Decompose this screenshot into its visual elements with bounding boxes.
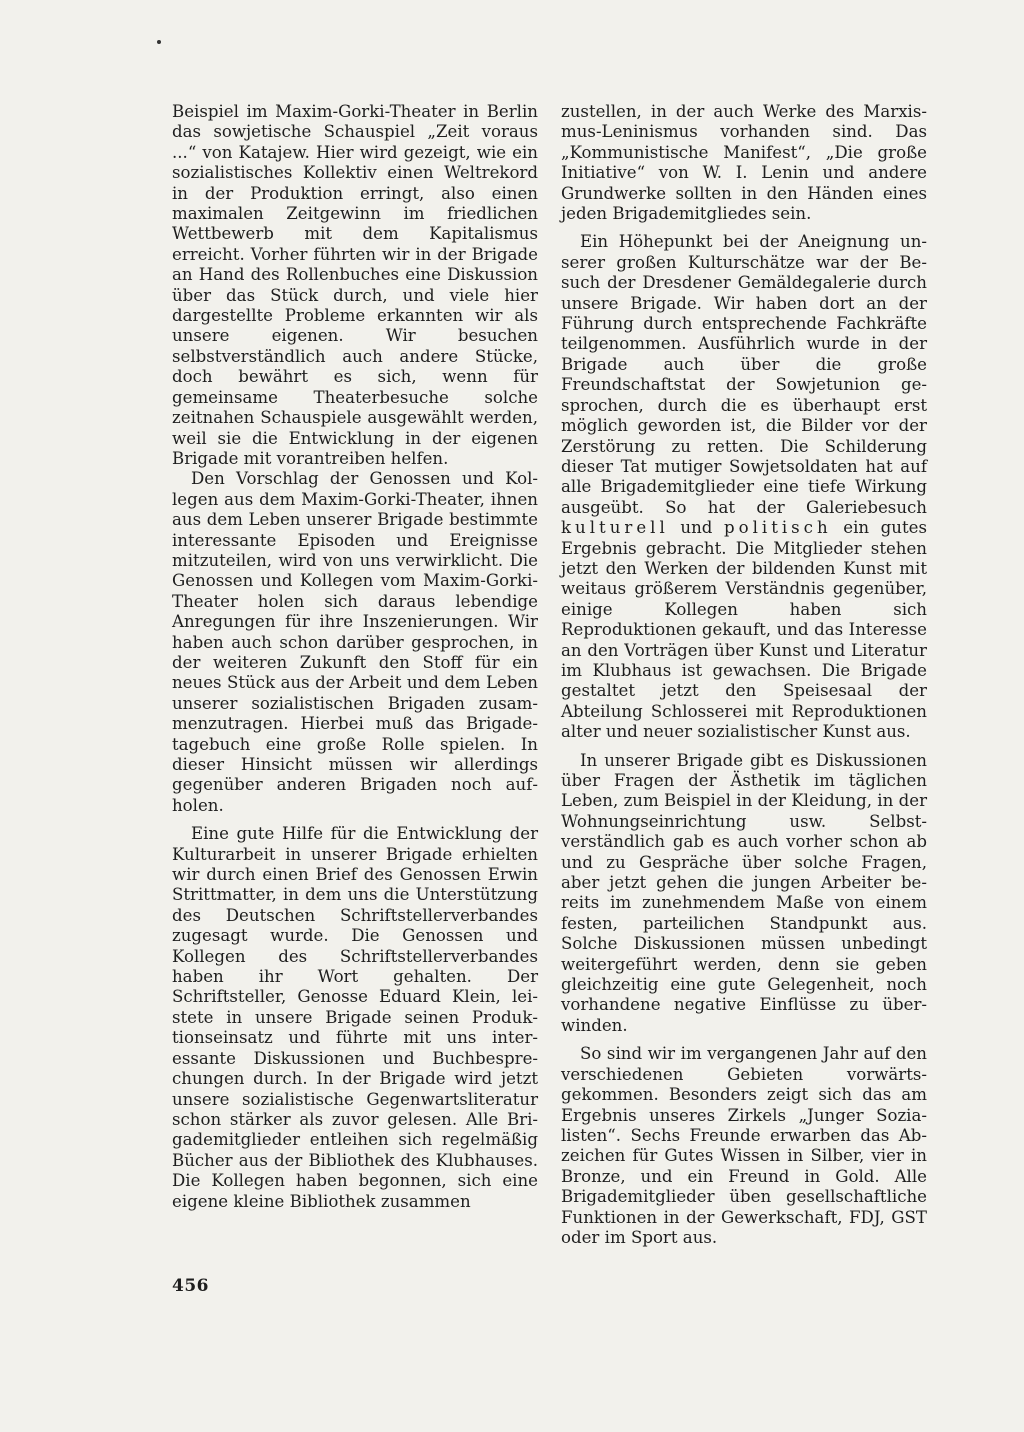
paragraph-marxist-library: zustellen, in der auch Werke des Marxismus-Leninismus vorhanden sind. Das „Kommunistische Manifest“, „Die große Initiative“ von W. I. Lenin und andere Grundwerke sollten in den Händen eines jeden Brigademitgliedes sein. xyxy=(561,102,927,224)
paragraph-dresden-gallery xyxy=(561,232,927,742)
print-speck-mark xyxy=(157,40,161,44)
paragraph-theater-proposal: Den Vorschlag der Genossen und Kollegen aus dem Maxim-Gorki-Theater, ihnen aus dem Leben unserer Brigade bestimmte interessante Episoden und Ereignisse mitzuteilen, wird von uns verwirklicht. Die Genossen und Kollegen vom Maxim-Gorki-Theater holen sich daraus lebendige Anregungen für ihre Inszenierungen. Wir haben auch schon darüber gesprochen, in der weiteren Zukunft den Stoff für ein neues Stück aus der Arbeit und dem Leben unserer sozialistischen Brigaden zusammenzutragen. Hierbei muß das Brigadetagebuch eine große Rolle spielen. In dieser Hinsicht müssen wir allerdings gegenüber anderen Brigaden noch aufholen. xyxy=(172,469,538,815)
right-text-column xyxy=(561,102,927,1248)
gallery-text-before: Ein Höhepunkt bei der Aneignung unserer großen Kulturschätze war der Besuch der Dresdener Gemäldegalerie durch unsere Brigade. Wir haben dort an der Führung durch entsprechende Fachkräfte teilgenommen. Ausführlich wurde in der Brigade auch über die große Freundschaftstat der Sowjetunion gesprochen, durch die es überhaupt erst möglich geworden ist, die Bilder vor der Zerstörung zu retten. Die Schilderung dieser Tat mutiger Sowjetsoldaten hat auf alle Brigademitglieder eine tiefe Wirkung ausgeübt. So hat der Galeriebesuch xyxy=(561,232,927,517)
gallery-text-middle: und xyxy=(668,518,724,538)
left-text-column xyxy=(172,102,538,1212)
paragraph-aesthetics: In unserer Brigade gibt es Diskussionen über Fragen der Ästhetik im täglichen Leben, zum Beispiel in der Kleidung, in der Wohnungseinrichtung usw. Selbstverständlich gab es auch vorher schon ab und zu Gespräche über solche Fragen, aber jetzt gehen die jungen Arbeiter bereits im zunehmendem Maße von einem festen, parteilichen Standpunkt aus. Solche Diskussionen müssen unbedingt weitergeführt werden, denn sie geben gleichzeitig eine gute Gelegenheit, noch vorhandene negative Einflüsse zu überwinden. xyxy=(561,750,927,1035)
emphasis-politisch: politisch xyxy=(723,518,832,538)
emphasis-kulturell: kulturell xyxy=(561,518,669,538)
paragraph-writers-union: Eine gute Hilfe für die Entwicklung der Kulturarbeit in unserer Brigade erhielten wir durch einen Brief des Genossen Erwin Strittmatter, in dem uns die Unterstützung des Deutschen Schriftstellerverbandes zugesagt wurde. Die Genossen und Kollegen des Schriftstellerverbandes haben ihr Wort gehalten. Der Schriftsteller, Genosse Eduard Klein, leistete in unsere Brigade seinen Produktionseinsatz und führte mit uns interessante Diskussionen und Buchbesprechungen durch. In der Brigade wird jetzt unsere sozialistische Gegenwartsliteratur schon stärker als zuvor gelesen. Alle Brigademitglieder entleihen sich regelmäßig Bücher aus der Bibliothek des Klubhauses. Die Kollegen haben begonnen, sich eine eigene kleine Bibliothek zusammen xyxy=(172,824,538,1211)
page-number: 456 xyxy=(172,1276,209,1296)
paragraph-theater-play: Beispiel im Maxim-Gorki-Theater in Berlin das sowjetische Schauspiel „Zeit voraus ...“ von Katajew. Hier wird gezeigt, wie ein sozialistisches Kollektiv einen Weltrekord in der Produktion erringt, also einen maximalen Zeitgewinn im friedlichen Wettbewerb mit dem Kapitalismus erreicht. Vorher führten wir in der Brigade an Hand des Rollenbuches eine Diskussion über das Stück durch, und viele hier dargestellte Probleme erkannten wir als unsere eigenen. Wir besuchen selbstverständlich auch andere Stücke, doch bewährt es sich, wenn für gemeinsame Theaterbesuche solche zeitnahen Schauspiele ausgewählt werden, weil sie die Entwicklung in der eigenen Brigade mit vorantreiben helfen. xyxy=(172,102,538,468)
gallery-text-after: ein gutes Ergebnis gebracht. Die Mitglieder stehen jetzt den Werken der bildenden Kunst mit weitaus größerem Verständnis gegenüber, einige Kollegen haben sich Reproduktionen gekauft, und das Interesse an den Vorträgen über Kunst und Literatur im Klubhaus ist gewachsen. Die Brigade gestaltet jetzt den Speisesaal der Abteilung Schlosserei mit Reproduktionen alter und neuer sozialistischer Kunst aus. xyxy=(561,518,927,742)
paragraph-year-summary: So sind wir im vergangenen Jahr auf den verschiedenen Gebieten vorwärtsgekommen. Besonders zeigt sich das am Ergebnis unseres Zirkels „Junger Sozialisten“. Sechs Freunde erwarben das Abzeichen für Gutes Wissen in Silber, vier in Bronze, und ein Freund in Gold. Alle Brigademitglieder üben gesellschaftliche Funktionen in der Gewerkschaft, FDJ, GST oder im Sport aus. xyxy=(561,1044,927,1247)
